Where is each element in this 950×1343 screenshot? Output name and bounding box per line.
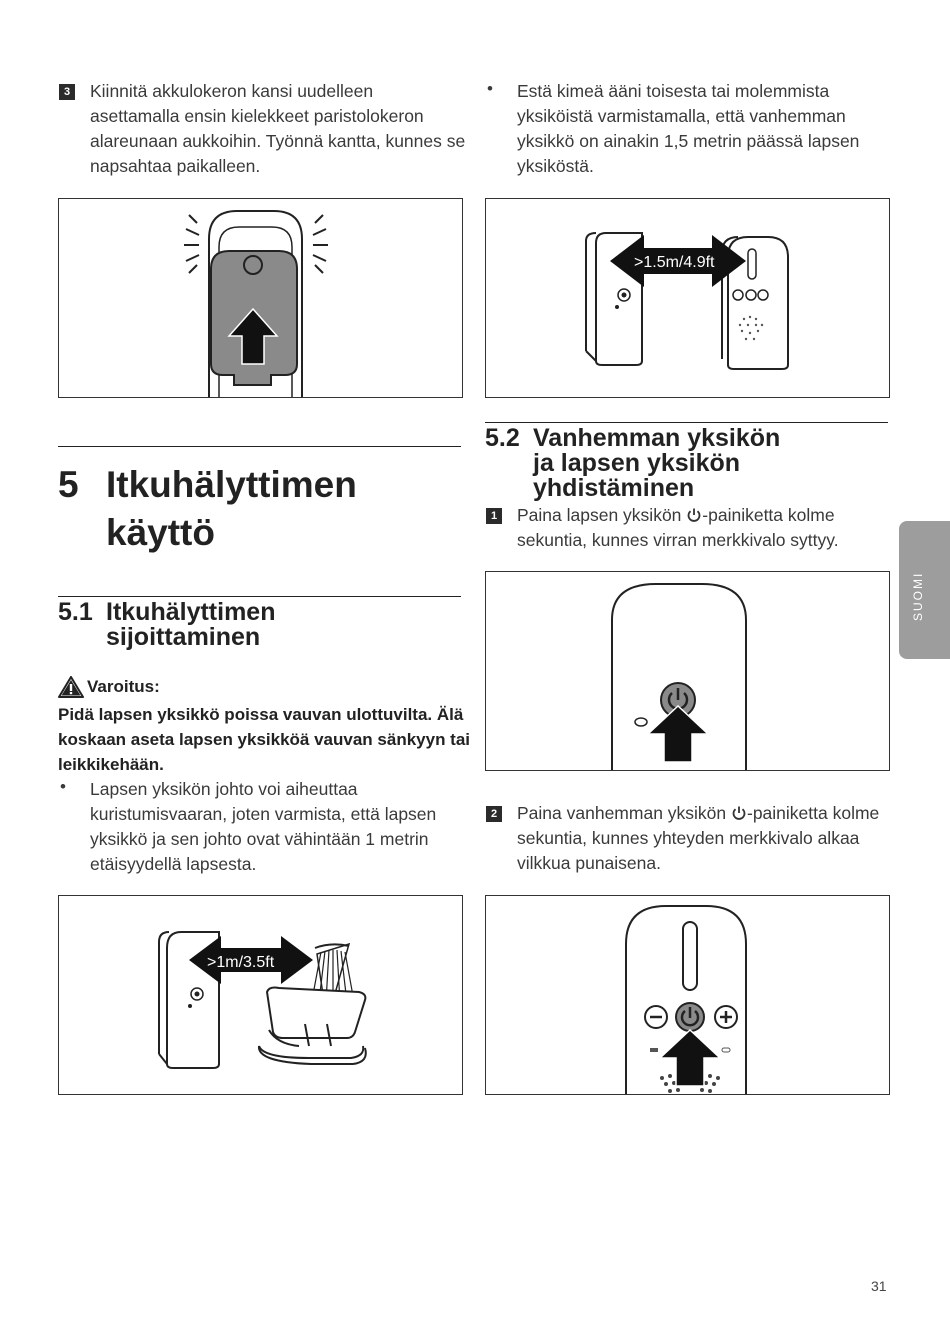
section-5-1-title [106, 600, 275, 650]
warning-text [58, 702, 470, 777]
right-bullet-text [517, 79, 859, 179]
step-1-text [517, 503, 839, 553]
power-icon [686, 507, 702, 523]
step-1-line: sekuntia, kunnes virran merkkivalo syttyy. [517, 530, 839, 550]
section-5-1-number: 5.1 [58, 598, 93, 626]
warning-block [58, 676, 461, 698]
step-2-text [517, 801, 879, 876]
figure-units-distance [485, 198, 890, 398]
distance-label: >1.5m/4.9ft [634, 254, 715, 271]
step-2-line1-post: -painiketta kolme [747, 803, 880, 823]
click-lines-left [184, 215, 199, 273]
bullet-line: Estä kimeä ääni toisesta tai molemmista [517, 81, 830, 101]
parent-unit-power-illustration [486, 896, 889, 1094]
language-tab-label: SUOMI [911, 571, 925, 621]
warning-triangle-icon [58, 676, 84, 698]
bullet-line: yksiköstä. [517, 156, 594, 176]
bullet-line: yksikkö on ainakin 1,5 metrin päässä lapsen [517, 131, 860, 151]
step-1-line1-pre: Paina lapsen yksikön [517, 505, 687, 525]
step-3-line: asettamalla ensin kielekkeet paristolokeron [90, 106, 424, 126]
section-rule [485, 422, 888, 423]
section-rule [58, 446, 461, 447]
section-5-title-line: käyttö [106, 512, 215, 553]
language-tab [899, 521, 950, 659]
warning-line: koskaan aseta lapsen yksikköä vauvan sänkyyn tai [58, 730, 471, 749]
section-5-2-title-line: ja lapsen yksikön [533, 449, 741, 477]
section-5-2-title-line: yhdistäminen [533, 474, 695, 502]
figure-parent-unit-power [485, 895, 890, 1095]
battery-cover-illustration [59, 199, 462, 397]
section-5-1-title-line: sijoittaminen [106, 623, 261, 651]
crib-distance-illustration [59, 896, 462, 1094]
step-1-line1-post: -painiketta kolme [702, 505, 835, 525]
units-distance-illustration [486, 199, 889, 397]
bullet-line: yksikkö ja sen johto ovat vähintään 1 metrin [90, 829, 429, 849]
step-1-line [517, 503, 839, 528]
step-2-line: sekuntia, kunnes yhteyden merkkivalo alkaa [517, 828, 860, 848]
section-5-2-title [533, 426, 780, 501]
section-5-2-title-line: Vanhemman yksikön [533, 424, 781, 452]
step-3-line: Kiinnitä akkulokeron kansi uudelleen [90, 81, 374, 101]
figure-crib-distance [58, 895, 463, 1095]
power-icon [731, 805, 747, 821]
figure-battery-cover [58, 198, 463, 398]
bullet-line: Lapsen yksikön johto voi aiheuttaa [90, 779, 358, 799]
section-rule [58, 596, 461, 597]
figure-baby-unit-power [485, 571, 890, 771]
page-number: 31 [871, 1278, 887, 1294]
section-5-2-number: 5.2 [485, 424, 520, 452]
bullet-line: yksiköistä varmistamalla, että vanhemman [517, 106, 846, 126]
section-5-number: 5 [58, 464, 79, 505]
click-lines-right [313, 215, 328, 273]
step-3-line: alareunaan aukkoihin. Työnnä kantta, kunnes se [90, 131, 466, 151]
step-number-1: 1 [486, 508, 502, 524]
bullet-marker: • [487, 79, 493, 98]
section-5-title [106, 461, 357, 557]
step-number-3: 3 [59, 84, 75, 100]
warning-line: leikkikehään. [58, 755, 164, 774]
warning-title: Varoitus: [87, 677, 160, 696]
step-number-2: 2 [486, 806, 502, 822]
step-2-line [517, 801, 879, 826]
warning-bullet-text [90, 777, 436, 877]
step-3-line: napsahtaa paikalleen. [90, 156, 261, 176]
section-5-1-title-line: Itkuhälyttimen [106, 598, 276, 626]
step-3-text [90, 79, 465, 179]
warning-line: Pidä lapsen yksikkö poissa vauvan ulottuvilta. Älä [58, 705, 464, 724]
bullet-line: etäisyydellä lapsesta. [90, 854, 257, 874]
baby-unit-power-illustration [486, 572, 889, 770]
section-5-title-line: Itkuhälyttimen [106, 464, 357, 505]
bullet-marker: • [60, 777, 66, 796]
step-2-line1-pre: Paina vanhemman yksikön [517, 803, 731, 823]
bullet-line: kuristumisvaaran, joten varmista, että lapsen [90, 804, 437, 824]
distance-label: >1m/3.5ft [207, 954, 275, 971]
step-2-line: vilkkua punaisena. [517, 853, 661, 873]
